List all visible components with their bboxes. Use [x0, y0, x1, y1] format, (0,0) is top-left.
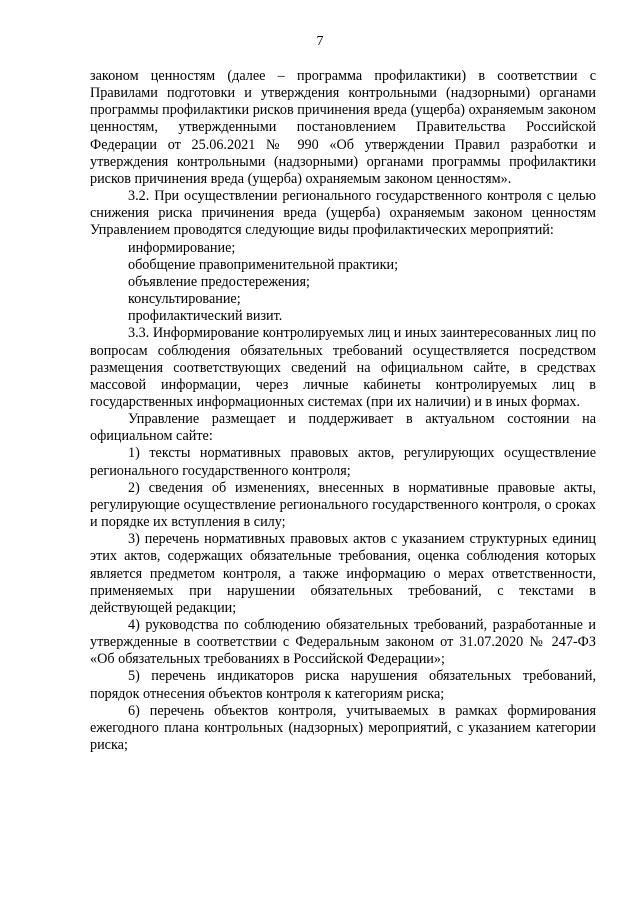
- numbered-item-2: 2) сведения об изменениях, внесенных в нормативные правовые акты, регулирующие осуществление регионального государственного контроля, о сроках и порядке их вступления в силу;: [90, 479, 596, 531]
- paragraph-intro-continuation: законом ценностям (далее – программа профилактики) в соответствии с Правилами подготовки и утверждения контрольными (надзорными) органами программы профилактики рисков причинения вреда (ущерба) охраняемым законом ценностям, утвержденными постановлением Правительства Российской Федерации от 25.06.2021 № 990 «Об утверждении Правил разработки и утверждения контрольными (надзорными) органами программы профилактики рисков причинения вреда (ущерба) охраняемым законом ценностям».: [90, 68, 596, 187]
- paragraph-3-2: 3.2. При осуществлении регионального государственного контроля с целью снижения риска причинения вреда (ущерба) охраняемым законом ценностям Управлением проводятся следующие виды профилактических мероприятий:: [90, 188, 596, 239]
- list-item: обобщение правоприменительной практики;: [128, 256, 399, 273]
- page-number: 7: [316, 34, 324, 49]
- paragraph-site-intro: Управление размещает и поддерживает в актуальном состоянии на официальном сайте:: [90, 411, 596, 445]
- numbered-item-1: 1) тексты нормативных правовых актов, регулирующих осуществление регионального государственного контроля;: [90, 445, 596, 479]
- list-item: профилактический визит.: [128, 308, 283, 325]
- list-item: консультирование;: [128, 291, 241, 308]
- list-item: информирование;: [128, 239, 236, 256]
- numbered-item-6: 6) перечень объектов контроля, учитываемых в рамках формирования ежегодного плана контрольных (надзорных) мероприятий, с указанием категории риска;: [90, 702, 596, 754]
- numbered-item-4: 4) руководства по соблюдению обязательных требований, разработанные и утвержденные в соответствии с Федеральным законом от 31.07.2020 № 247-ФЗ «Об обязательных требованиях в Российской Федерации»;: [90, 617, 596, 668]
- numbered-item-5: 5) перечень индикаторов риска нарушения обязательных требований, порядок отнесения объектов контроля к категориям риска;: [90, 668, 596, 702]
- paragraph-3-3: 3.3. Информирование контролируемых лиц и иных заинтересованных лиц по вопросам соблюдения обязательных требований осуществляется посредством размещения соответствующих сведений на официальном сайте, в средствах массовой информации, через личные кабинеты контролируемых лиц в государственных информационных системах (при их наличии) и в иных формах.: [90, 325, 596, 410]
- list-item: объявление предостережения;: [128, 273, 310, 290]
- document-body: [90, 68, 596, 754]
- numbered-item-3: 3) перечень нормативных правовых актов с указанием структурных единиц этих актов, содержащих обязательные требования, оценка соблюдения которых является предметом контроля, а также информацию о мерах ответственности, применяемых при нарушении обязательных требований, с текстами в действующей редакции;: [90, 531, 596, 616]
